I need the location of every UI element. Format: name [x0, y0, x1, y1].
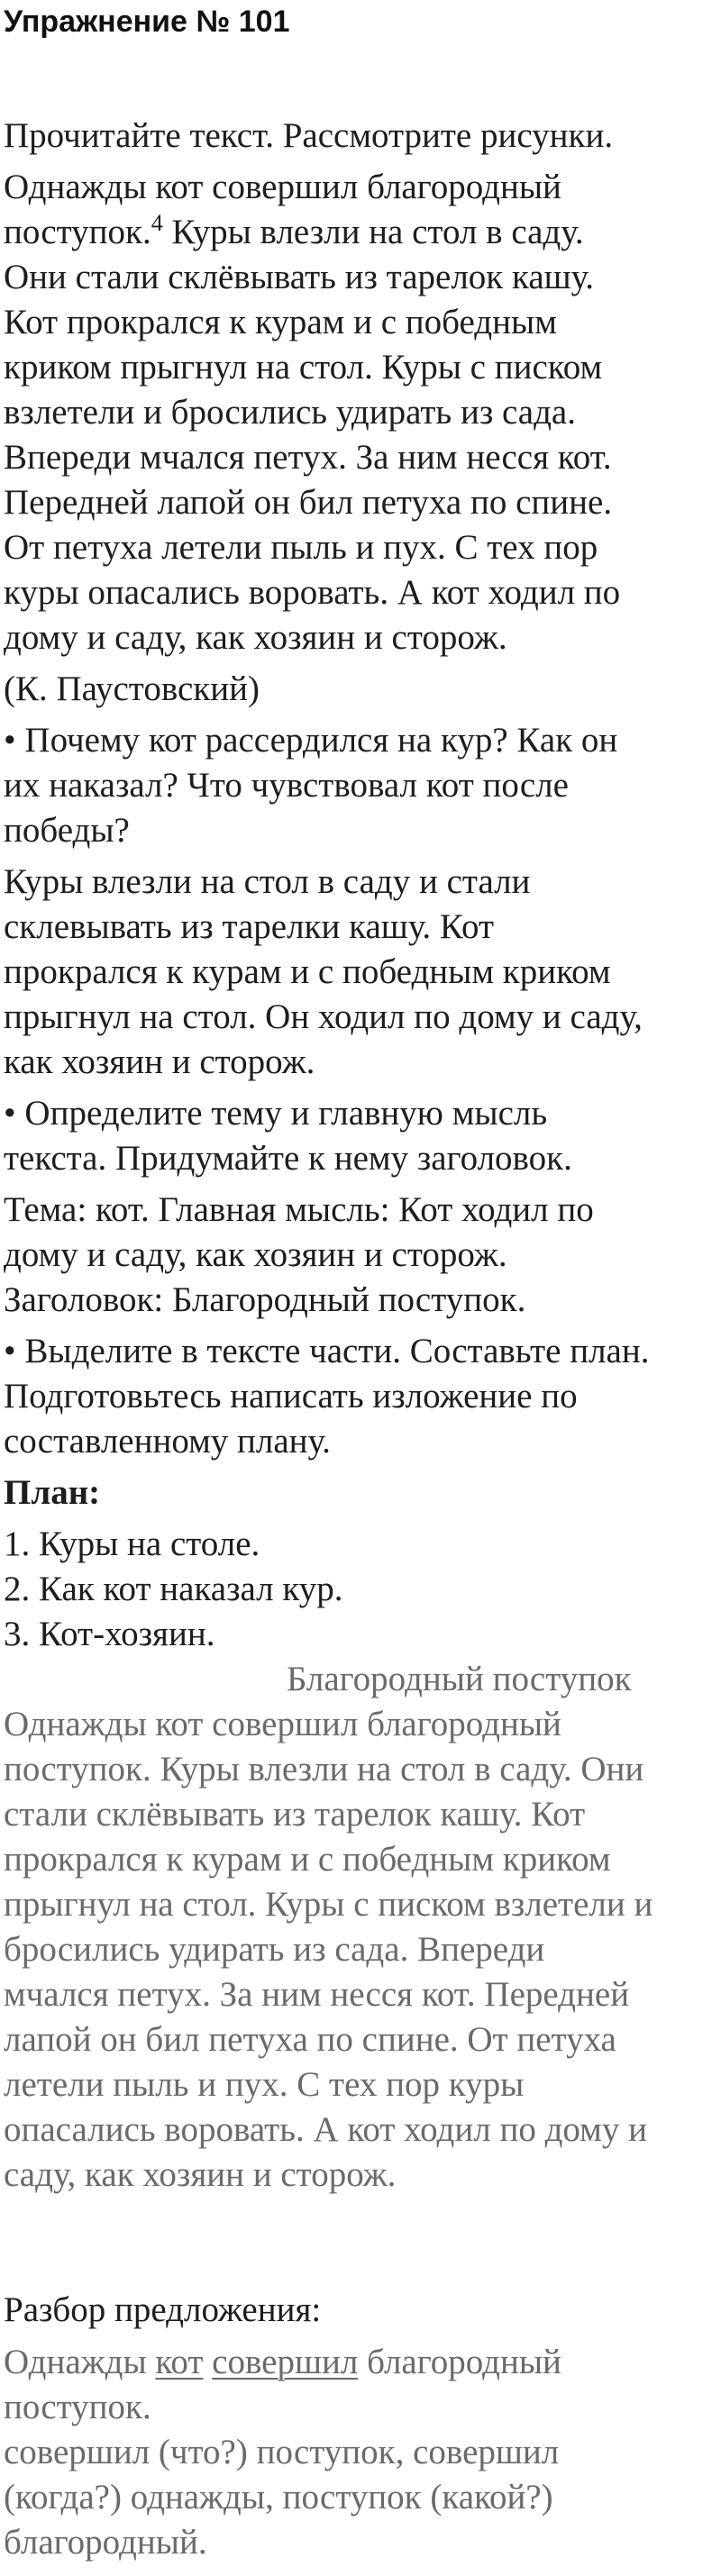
- exercise-title: Упражнение № 101: [4, 5, 290, 39]
- question-1: [4, 718, 717, 853]
- question-line: победы?: [4, 811, 130, 850]
- plan-item: 1. Куры на столе.: [4, 1525, 260, 1563]
- essay-line: стали склёвывать из тарелок кашу. Кот: [4, 1795, 586, 1834]
- question-line: их наказал? Что чувствовал кот после: [4, 766, 569, 805]
- story-line: Передней лапой он бил петуха по спине.: [4, 483, 613, 522]
- answer-line: Тема: кот. Главная мысль: Кот ходил по: [4, 1190, 594, 1229]
- plan-item: 2. Как кот наказал кур.: [4, 1570, 343, 1608]
- story-line: криком прыгнул на стол. Куры с писком: [4, 348, 603, 387]
- question-line: текста. Придумайте к нему заголовок.: [4, 1139, 572, 1178]
- plan-list: [4, 1522, 717, 1657]
- parse-line: (когда?) однажды, поступок (какой?): [4, 2478, 553, 2517]
- answer-line: как хозяин и сторож.: [4, 1042, 315, 1081]
- question-line: • Определите тему и главную мысль: [4, 1094, 548, 1133]
- essay-title: Благородный поступок: [287, 1660, 632, 1698]
- essay-line: прокрался к курам и с победным криком: [4, 1840, 611, 1879]
- parse-line: благородный.: [4, 2523, 207, 2562]
- story-fragment: поступок.: [4, 213, 151, 251]
- story-line: дому и саду, как хозяин и сторож.: [4, 618, 507, 657]
- question-2: [4, 1091, 717, 1181]
- answer-line: склевывать из тарелки кашу. Кот: [4, 907, 495, 946]
- parse-word: Однажды: [4, 2343, 147, 2381]
- story-author: (К. Паустовский): [4, 669, 260, 708]
- question-line: Подготовьтесь написать изложение по: [4, 1377, 578, 1415]
- story-line: Впереди мчался петух. За ним несся кот.: [4, 438, 612, 477]
- instruction: Прочитайте текст. Рассмотрите рисунки.: [4, 116, 614, 155]
- parse-line: [4, 2340, 717, 2385]
- story-line: Они стали склёвывать из тарелок кашу.: [4, 258, 595, 296]
- question-line: составленному плану.: [4, 1422, 331, 1461]
- question-line: • Почему кот рассердился на кур? Как он: [4, 721, 618, 760]
- essay-line: саду, как хозяин и сторож.: [4, 2155, 397, 2194]
- essay-line: Однажды кот совершил благородный: [4, 1705, 561, 1743]
- plan-heading: План:: [4, 1473, 101, 1512]
- story-line: От петуха летели пыль и пух. С тех пор: [4, 528, 598, 567]
- parse-line: совершил (что?) поступок, совершил: [4, 2433, 560, 2471]
- footnote-marker: 4: [151, 210, 163, 236]
- story-line: Однажды кот совершил благородный: [4, 168, 561, 206]
- answer-line: дому и саду, как хозяин и сторож.: [4, 1235, 507, 1274]
- answer-line: Куры влезли на стол в саду и стали: [4, 862, 531, 901]
- essay-text: [4, 1702, 717, 2198]
- answer-line: прыгнул на стол. Он ходил по дому и саду,: [4, 997, 643, 1036]
- answer-2: [4, 1188, 717, 1323]
- essay-line: бросились удирать из сада. Впереди: [4, 1930, 545, 1969]
- subject-word: кот: [155, 2343, 204, 2381]
- parse-line: поступок.: [4, 2388, 151, 2426]
- story-line: [4, 210, 717, 255]
- plan-item: 3. Кот-хозяин.: [4, 1615, 215, 1653]
- essay-line: поступок. Куры влезли на стол в саду. Они: [4, 1750, 644, 1789]
- predicate-word: совершил: [212, 2343, 359, 2381]
- essay-line: летели пыль и пух. С тех пор куры: [4, 2065, 525, 2104]
- exercise-body: [4, 114, 717, 2565]
- question-line: • Выделите в тексте части. Составьте план.: [4, 1332, 650, 1370]
- sentence-parse: [4, 2340, 717, 2565]
- story-line: взлетели и бросились удирать из сада.: [4, 393, 576, 432]
- parse-heading: Разбор предложения:: [4, 2290, 322, 2329]
- parse-word: благородный: [367, 2343, 561, 2381]
- story-text: [4, 165, 717, 660]
- story-fragment: Куры влезли на стол в саду.: [162, 213, 584, 251]
- story-line: куры опасались воровать. А кот ходил по: [4, 573, 621, 612]
- answer-line: прокрался к курам и с победным криком: [4, 952, 611, 991]
- story-line: Кот прокрался к курам и с победным: [4, 303, 557, 341]
- essay-line: опасались воровать. А кот ходил по дому и: [4, 2110, 647, 2149]
- essay-line: лапой он бил петуха по спине. От петуха: [4, 2020, 616, 2059]
- essay-line: мчался петух. За ним несся кот. Передней: [4, 1975, 630, 2014]
- question-3: [4, 1329, 717, 1464]
- answer-line: Заголовок: Благородный поступок.: [4, 1280, 526, 1319]
- answer-1: [4, 860, 717, 1085]
- essay-line: прыгнул на стол. Куры с писком взлетели и: [4, 1885, 653, 1924]
